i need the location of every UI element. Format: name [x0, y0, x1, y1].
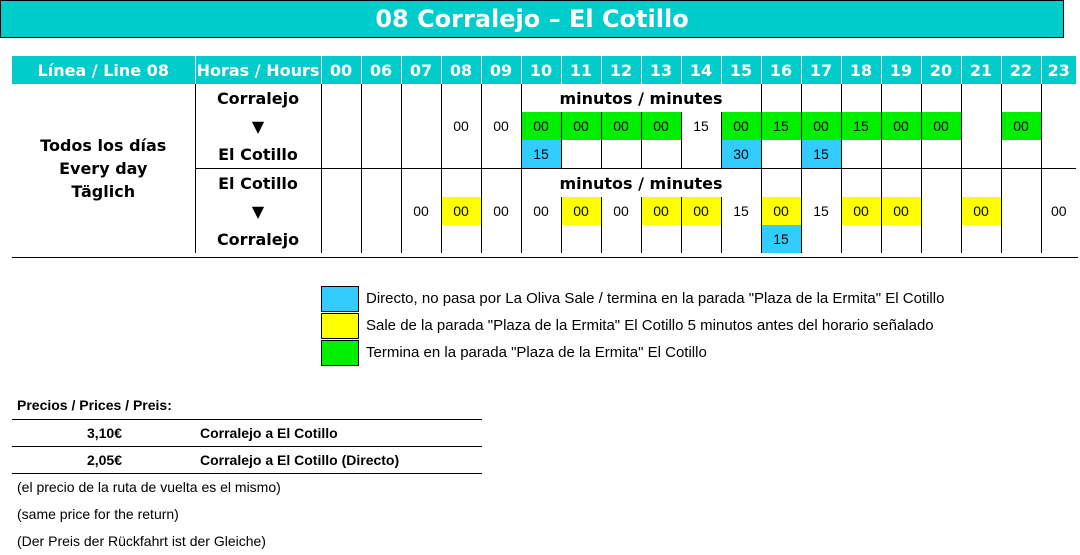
departure-time: 15 — [761, 225, 801, 253]
empty-cell — [761, 169, 801, 198]
legend-swatch-yellow — [321, 313, 359, 339]
empty-cell — [961, 169, 1001, 198]
empty-cell — [321, 84, 361, 112]
hour-header: 14 — [681, 56, 721, 84]
empty-cell — [321, 169, 361, 198]
departure-time — [321, 225, 361, 253]
days-label-line: Todos los días — [40, 136, 167, 155]
departure-time — [401, 112, 441, 140]
price-divider — [12, 419, 482, 420]
departure-time — [601, 225, 641, 253]
departure-time: 00 — [881, 197, 921, 225]
empty-cell — [361, 169, 401, 198]
departure-time — [401, 140, 441, 169]
hour-header: 06 — [361, 56, 401, 84]
departure-time — [841, 225, 881, 253]
departure-time — [761, 140, 801, 169]
legend-item — [321, 312, 944, 339]
empty-cell — [361, 84, 401, 112]
empty-cell — [481, 169, 521, 198]
departure-time — [1001, 197, 1041, 225]
hour-header: 17 — [801, 56, 841, 84]
hour-header: 08 — [441, 56, 481, 84]
departure-time — [1001, 225, 1041, 253]
empty-cell — [801, 169, 841, 198]
empty-cell — [921, 84, 961, 112]
empty-cell — [801, 84, 841, 112]
departure-time — [521, 225, 561, 253]
hour-header: 19 — [881, 56, 921, 84]
legend-text: Sale de la parada "Plaza de la Ermita" El Cotillo 5 minutos antes del horario señalado — [366, 317, 934, 334]
departure-time — [841, 140, 881, 169]
departure-time: 00 — [441, 112, 481, 140]
price-value: 2,05€ — [86, 452, 122, 468]
departure-time — [361, 197, 401, 225]
departure-time — [441, 225, 481, 253]
departure-time: 00 — [1041, 197, 1076, 225]
departure-time — [961, 140, 1001, 169]
departure-time — [601, 140, 641, 169]
price-note: (same price for the return) — [17, 506, 179, 522]
departure-time — [441, 140, 481, 169]
departure-time — [561, 140, 601, 169]
departure-time — [361, 140, 401, 169]
departure-time: 00 — [441, 197, 481, 225]
hour-header: 21 — [961, 56, 1001, 84]
legend-item — [321, 339, 944, 366]
departure-time: 15 — [801, 197, 841, 225]
empty-cell — [441, 169, 481, 198]
origin-stop: El Cotillo — [218, 173, 298, 193]
departure-time — [921, 225, 961, 253]
departure-time — [361, 112, 401, 140]
departure-time — [961, 225, 1001, 253]
empty-cell — [841, 84, 881, 112]
departure-time: 00 — [401, 197, 441, 225]
empty-cell — [1041, 84, 1076, 112]
empty-cell — [881, 169, 921, 198]
hour-header: 23 — [1041, 56, 1076, 84]
empty-cell — [881, 84, 921, 112]
hour-header: 15 — [721, 56, 761, 84]
departure-time — [361, 225, 401, 253]
route-title: 08 Corralejo – El Cotillo — [0, 0, 1064, 38]
hour-header: 22 — [1001, 56, 1041, 84]
destination-stop: El Cotillo — [195, 140, 321, 169]
departure-time: 00 — [561, 197, 601, 225]
legend-item — [321, 285, 944, 312]
direction-arrow: ▼ — [251, 201, 265, 221]
departure-time: 00 — [641, 197, 681, 225]
price-route: Corralejo a El Cotillo — [200, 425, 338, 441]
legend — [321, 285, 944, 366]
legend-text: Directo, no pasa por La Oliva Sale / termina en la parada "Plaza de la Ermita" El Cotillo — [366, 290, 945, 307]
hour-header: 07 — [401, 56, 441, 84]
departure-time — [801, 225, 841, 253]
departure-time: 15 — [761, 112, 801, 140]
empty-cell — [401, 169, 441, 198]
price-divider — [12, 473, 482, 474]
direction-arrow: ▼ — [251, 116, 265, 136]
empty-cell — [481, 84, 521, 112]
hours-header: Horas / Hours — [195, 56, 321, 84]
departure-time: 00 — [1001, 112, 1041, 140]
departure-time — [721, 225, 761, 253]
timetable — [12, 56, 1076, 253]
departure-time: 00 — [641, 112, 681, 140]
departure-time — [881, 225, 921, 253]
hour-header: 00 — [321, 56, 361, 84]
departure-time — [681, 225, 721, 253]
days-label-line: Täglich — [71, 182, 136, 201]
departure-time: 00 — [521, 112, 561, 140]
hour-header: 12 — [601, 56, 641, 84]
departure-time: 00 — [881, 112, 921, 140]
legend-swatch-blue — [321, 286, 359, 312]
empty-cell — [961, 84, 1001, 112]
departure-time: 00 — [681, 197, 721, 225]
legend-swatch-green — [321, 340, 359, 366]
minutes-label: minutos / minutes — [521, 84, 761, 112]
departure-time — [681, 140, 721, 169]
departure-time — [481, 225, 521, 253]
departure-time: 15 — [721, 197, 761, 225]
departure-time: 15 — [841, 112, 881, 140]
departure-time: 00 — [761, 197, 801, 225]
departure-time: 00 — [521, 197, 561, 225]
line-header: Línea / Line 08 — [12, 56, 195, 84]
departure-time: 00 — [801, 112, 841, 140]
legend-text: Termina en la parada "Plaza de la Ermita" El Cotillo — [366, 344, 707, 361]
departure-time: 15 — [681, 112, 721, 140]
price-divider — [12, 446, 482, 447]
departure-time — [641, 225, 681, 253]
price-value: 3,10€ — [86, 425, 122, 441]
hour-header: 11 — [561, 56, 601, 84]
departure-time: 00 — [601, 197, 641, 225]
price-route: Corralejo a El Cotillo (Directo) — [200, 452, 400, 468]
departure-time — [321, 197, 361, 225]
departure-time — [1001, 140, 1041, 169]
days-label-line: Every day — [59, 159, 148, 178]
empty-cell — [841, 169, 881, 198]
departure-time: 00 — [921, 112, 961, 140]
departure-time — [961, 112, 1001, 140]
header-row — [12, 56, 1076, 84]
departure-time — [1041, 140, 1076, 169]
empty-cell — [1001, 84, 1041, 112]
price-note: (Der Preis der Rückfahrt ist der Gleiche) — [17, 533, 266, 549]
departure-time — [1041, 225, 1076, 253]
departure-time: 00 — [481, 197, 521, 225]
departure-time: 00 — [961, 197, 1001, 225]
prices-heading: Precios / Prices / Preis: — [17, 397, 172, 413]
hour-header: 10 — [521, 56, 561, 84]
departure-time: 00 — [481, 112, 521, 140]
empty-cell — [401, 84, 441, 112]
days-label — [12, 84, 195, 253]
departure-time: 00 — [841, 197, 881, 225]
minutes-label: minutos / minutes — [521, 169, 761, 198]
empty-cell — [1001, 169, 1041, 198]
departure-time — [921, 140, 961, 169]
hour-header: 20 — [921, 56, 961, 84]
empty-cell — [921, 169, 961, 198]
departure-time: 00 — [601, 112, 641, 140]
hour-header: 16 — [761, 56, 801, 84]
departure-time: 30 — [721, 140, 761, 169]
departure-time: 00 — [721, 112, 761, 140]
hour-header: 18 — [841, 56, 881, 84]
departure-time: 00 — [561, 112, 601, 140]
departure-time — [881, 140, 921, 169]
departure-time: 15 — [521, 140, 561, 169]
origin-stop: Corralejo — [216, 88, 300, 108]
empty-cell — [1041, 169, 1076, 198]
departure-time — [481, 140, 521, 169]
hour-header: 09 — [481, 56, 521, 84]
destination-stop: Corralejo — [216, 229, 300, 249]
hour-header: 13 — [641, 56, 681, 84]
departure-time — [641, 140, 681, 169]
departure-time — [1041, 112, 1076, 140]
empty-cell — [441, 84, 481, 112]
price-note: (el precio de la ruta de vuelta es el mismo) — [17, 479, 281, 495]
departure-time — [321, 140, 361, 169]
departure-time — [321, 112, 361, 140]
departure-time — [921, 197, 961, 225]
empty-cell — [761, 84, 801, 112]
departure-time: 15 — [801, 140, 841, 169]
departure-time — [561, 225, 601, 253]
table-bottom-border — [12, 257, 1078, 258]
departure-time — [401, 225, 441, 253]
